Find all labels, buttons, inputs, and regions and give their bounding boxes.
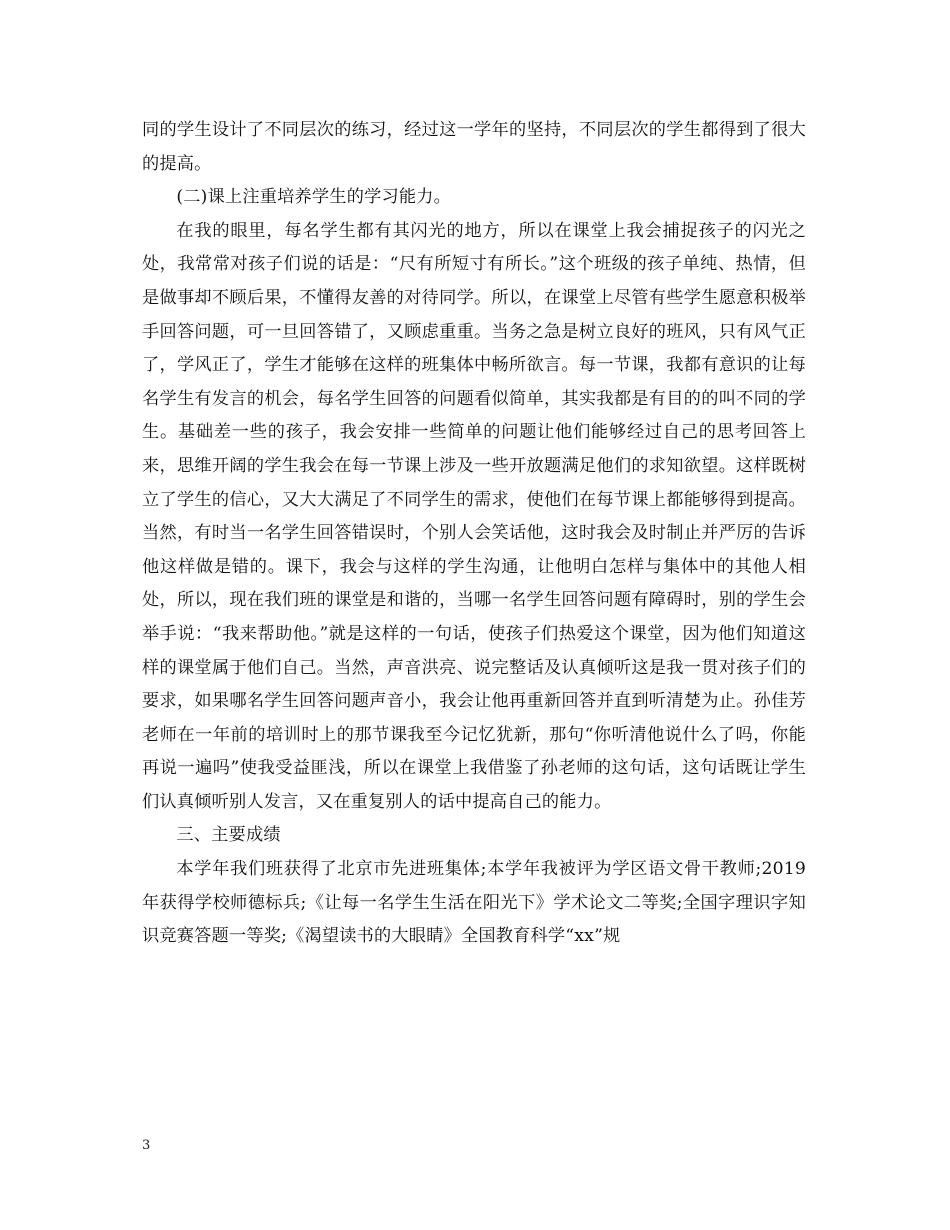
section-heading-learning-ability: (二)课上注重培养学生的学习能力。	[176, 187, 452, 208]
section-heading-achievements: 三、主要成绩	[176, 825, 281, 846]
paragraph-continuation: 同的学生设计了不同层次的练习，经过这一学年的坚持，不同层次的学生都得到了很大的提高。	[142, 120, 806, 174]
page-number: 3	[142, 1138, 151, 1153]
document-body	[142, 114, 806, 954]
paragraph-classroom-practice: 在我的眼里，每名学生都有其闪光的地方，所以在课堂上我会捕捉孩子的闪光之处，我常常对孩子们说的话是：“尺有所短寸有所长。”这个班级的孩子单纯、热情，但是做事却不顾后果，不懂得友善的对待同学。所以，在课堂上尽管有些学生愿意积极举手回答问题，可一旦回答错了，又顾虑重重。当务之急是树立良好的班风，只有风气正了，学风正了，学生才能够在这样的班集体中畅所欲言。每一节课，我都有意识的让每名学生有发言的机会，每名学生回答的问题看似简单，其实我都是有目的的叫不同的学生。基础差一些的孩子，我会安排一些简单的问题让他们能够经过自己的思考回答上来，思维开阔的学生我会在每一节课上涉及一些开放题满足他们的求知欲望。这样既树立了学生的信心，又大大满足了不同学生的需求，使他们在每节课上都能够得到提高。当然，有时当一名学生回答错误时，个别人会笑话他，这时我会及时制止并严厉的告诉他这样做是错的。课下，我会与这样的学生沟通，让他明白怎样与集体中的其他人相处，所以，现在我们班的课堂是和谐的，当哪一名学生回答问题有障碍时，别的学生会举手说：“我来帮助他。”就是这样的一句话，使孩子们热爱这个课堂，因为他们知道这样的课堂属于他们自己。当然，声音洪亮、说完整话及认真倾听这是我一贯对孩子们的要求，如果哪名学生回答问题声音小，我会让他再重新回答并直到听清楚为止。孙佳芳老师在一年前的培训时上的那节课我至今记忆犹新，那句“你听清他说什么了吗，你能再说一遍吗”使我受益匪浅，所以在课堂上我借鉴了孙老师的这句话，这句话既让学生们认真倾听别人发言，又在重复别人的话中提高自己的能力。	[142, 220, 806, 812]
paragraph-achievements: 本学年我们班获得了北京市先进班集体;本学年我被评为学区语文骨干教师;2019年获得学校师德标兵;《让每一名学生生活在阳光下》学术论文二等奖;全国字理识字知识竞赛答题一等奖;《渴望读书的大眼睛》全国教育科学“xx”规	[142, 859, 806, 947]
